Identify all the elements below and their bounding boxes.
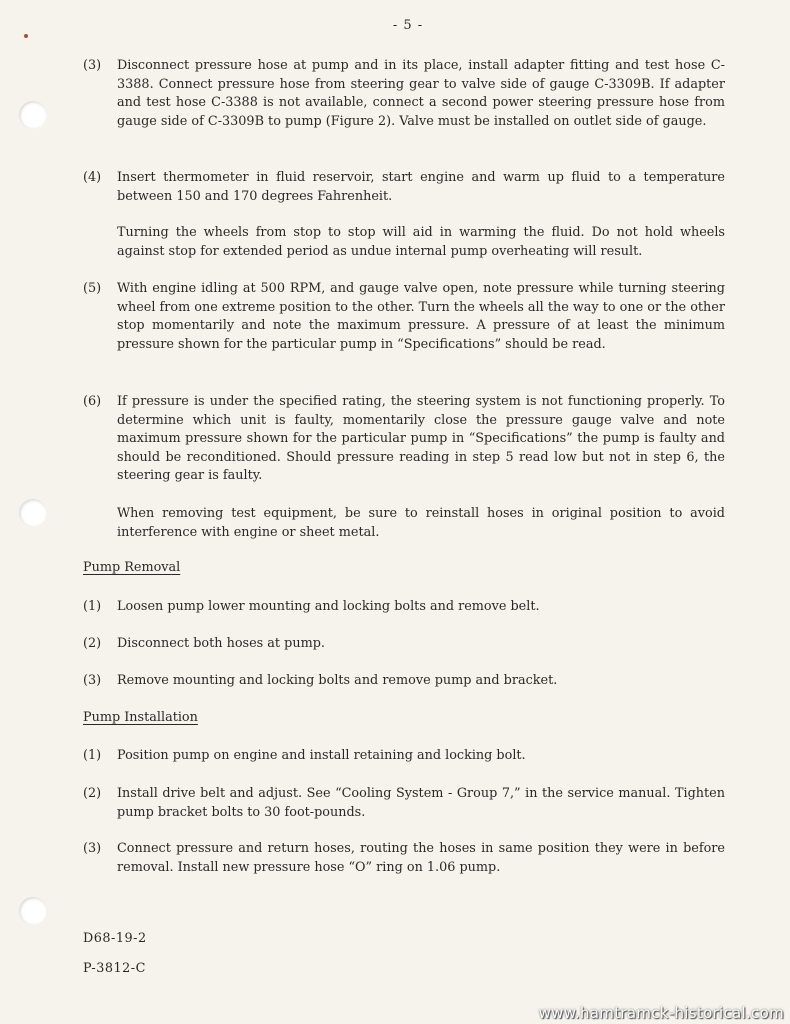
step-text: If pressure is under the specified rating, the steering system is not functioning properly. To determine which unit is faulty, momentarily close the pressure gauge valve and note maximum pressure shown for the particular pump in “Specifications” the pump is faulty and should be reconditioned. Should pressure reading in step 5 read low but not in step 6, the steering gear is faulty. [117, 394, 725, 483]
document-code: D68-19-2 [83, 931, 147, 946]
binder-hole-middle [19, 499, 47, 527]
step-number: (3) [83, 58, 102, 73]
step-text: Position pump on engine and install retaining and locking bolt. [117, 748, 526, 763]
step-text: Remove mounting and locking bolts and remove pump and bracket. [117, 673, 558, 688]
step-number: (5) [83, 281, 102, 296]
step-text: Install drive belt and adjust. See “Cooling System - Group 7,” in the service manual. Tighten pump bracket bolts to 30 foot-pounds. [117, 786, 725, 820]
step-number: (2) [83, 786, 102, 801]
step-number: (2) [83, 636, 102, 651]
installation-step-2 [83, 785, 725, 822]
removal-step-3 [83, 672, 725, 691]
red-speck [24, 34, 28, 38]
step-6 [83, 393, 725, 486]
step-text: With engine idling at 500 RPM, and gauge valve open, note pressure while turning steering wheel from one extreme position to the other. Turn the wheels all the way to one or the other stop momentarily and note the maximum pressure. A pressure of at least the minimum pressure shown for the particular pump in “Specifications” should be read. [117, 281, 725, 352]
binder-hole-bottom [19, 897, 47, 925]
step-text: Loosen pump lower mounting and locking bolts and remove belt. [117, 599, 540, 614]
warming-note: Turning the wheels from stop to stop will aid in warming the fluid. Do not hold wheels against stop for extended period as undue internal pump overheating will result. [117, 225, 725, 259]
installation-step-3 [83, 840, 725, 877]
part-code: P-3812-C [83, 961, 146, 976]
step-text: Insert thermometer in fluid reservoir, start engine and warm up fluid to a temperature between 150 and 170 degrees Fahrenheit. [117, 170, 725, 204]
page-number: - 5 - [392, 18, 424, 33]
watermark: www.hamtramck-historical.com [538, 1004, 784, 1022]
step-number: (3) [83, 841, 102, 856]
step-3 [83, 57, 725, 131]
installation-step-1 [83, 747, 725, 766]
removal-note: When removing test equipment, be sure to reinstall hoses in original position to avoid interference with engine or sheet metal. [117, 506, 725, 540]
step-text: Disconnect both hoses at pump. [117, 636, 325, 651]
step-number: (3) [83, 673, 102, 688]
step-text: Disconnect pressure hose at pump and in its place, install adapter fitting and test hose C-3388. Connect pressure hose from steering gear to valve side of gauge C-3309B. If adapter and test hose C-3388 is not available, connect a second power steering pressure hose from gauge side of C-3309B to pump (Figure 2). Valve must be installed on outlet side of gauge. [117, 58, 725, 129]
step-number: (1) [83, 748, 102, 763]
pump-removal-heading: Pump Removal [83, 560, 181, 575]
removal-step-1 [83, 598, 725, 617]
removal-step-2 [83, 635, 725, 654]
step-5 [83, 280, 725, 354]
step-number: (4) [83, 170, 102, 185]
step-4 [83, 169, 725, 206]
pump-installation-heading: Pump Installation [83, 710, 198, 725]
step-number: (1) [83, 599, 102, 614]
step-text: Connect pressure and return hoses, routing the hoses in same position they were in before removal. Install new pressure hose “O” ring on 1.06 pump. [117, 841, 725, 875]
binder-hole-top [19, 101, 47, 129]
step-number: (6) [83, 394, 102, 409]
